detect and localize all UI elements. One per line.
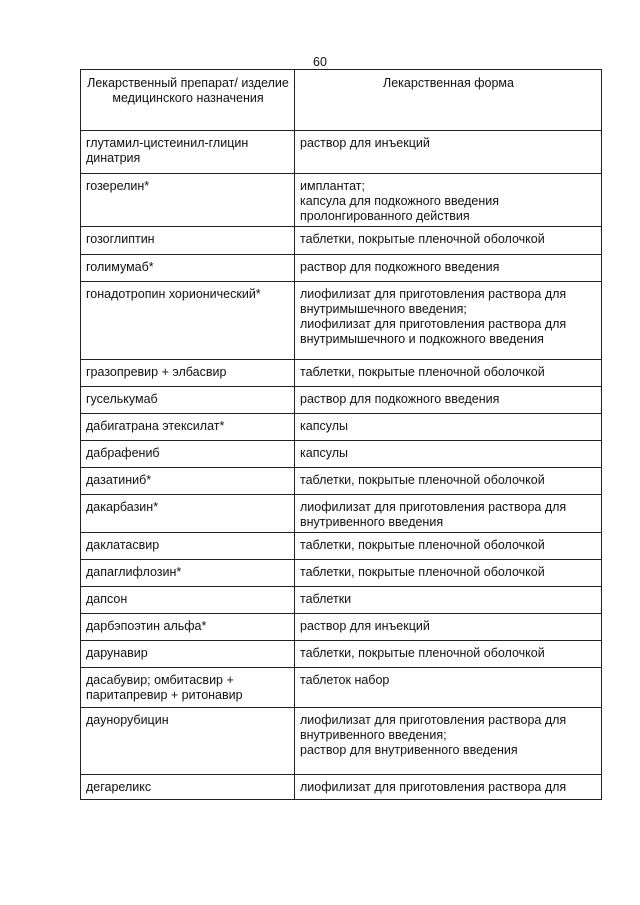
dosage-form-line: капсулы [300,419,348,433]
dosage-form-line: таблетки, покрытые пленочной оболочкой [300,365,545,379]
drug-name-cell: дарбэпоэтин альфа* [81,614,295,641]
dosage-form-cell [295,560,602,587]
dosage-form-cell [295,255,602,282]
table-row [81,533,602,560]
dosage-form-cell [295,360,602,387]
dosage-form-line: капсулы [300,446,348,460]
dosage-form-line: раствор для инъекций [300,136,430,150]
dosage-form-cell [295,495,602,533]
table-row [81,387,602,414]
table-row [81,441,602,468]
dosage-form-line: капсула для подкожного введения пролонгированного действия [300,194,500,223]
drug-name-cell: даклатасвир [81,533,295,560]
table-row [81,282,602,360]
dosage-form-line: раствор для подкожного введения [300,260,500,274]
drug-name-cell: гозерелин* [81,174,295,227]
header-form-column: Лекарственная форма [295,70,602,131]
table-row [81,414,602,441]
dosage-form-cell [295,131,602,174]
table-row [81,495,602,533]
drug-name-cell: дапаглифлозин* [81,560,295,587]
table-row [81,641,602,668]
header-drug-column: Лекарственный препарат/ изделие медицинского назначения [81,70,295,131]
drug-name-cell: голимумаб* [81,255,295,282]
drug-name-cell: глутамил-цистеинил-глицин динатрия [81,131,295,174]
dosage-form-line: таблетки, покрытые пленочной оболочкой [300,646,545,660]
dosage-form-line: раствор для подкожного введения [300,392,500,406]
table-row [81,668,602,708]
dosage-form-cell [295,641,602,668]
drug-name-cell: дабрафениб [81,441,295,468]
dosage-form-cell [295,668,602,708]
dosage-form-cell [295,468,602,495]
dosage-form-cell [295,282,602,360]
dosage-form-cell [295,441,602,468]
drug-name-cell: дегареликс [81,775,295,800]
dosage-form-line: таблетки, покрытые пленочной оболочкой [300,232,545,246]
dosage-form-cell [295,227,602,255]
drug-name-cell: дарунавир [81,641,295,668]
dosage-form-line: лиофилизат для приготовления раствора для внутримышечного введения; [300,287,567,316]
page-number: 60 [313,55,327,69]
drug-name-cell: даунорубицин [81,708,295,775]
dosage-form-line: лиофилизат для приготовления раствора для внутривенного введения; [300,713,567,742]
table-row [81,468,602,495]
dosage-form-line: лиофилизат для приготовления раствора для [300,780,567,794]
table-row [81,360,602,387]
table-row [81,708,602,775]
dosage-form-line: таблетки, покрытые пленочной оболочкой [300,473,545,487]
dosage-form-line: раствор для внутривенного введения [300,743,518,757]
dosage-form-line: раствор для инъекций [300,619,430,633]
dosage-form-line: таблетки, покрытые пленочной оболочкой [300,565,545,579]
drug-name-cell: дапсон [81,587,295,614]
table-row [81,131,602,174]
drug-name-cell: дакарбазин* [81,495,295,533]
dosage-form-cell [295,708,602,775]
dosage-form-line: лиофилизат для приготовления раствора для внутривенного введения [300,500,567,529]
dosage-form-cell [295,414,602,441]
dosage-form-line: таблетки [300,592,352,606]
dosage-form-cell [295,387,602,414]
dosage-form-cell [295,174,602,227]
dosage-form-line: таблетки, покрытые пленочной оболочкой [300,538,545,552]
dosage-form-cell [295,587,602,614]
table-row [81,174,602,227]
dosage-form-line: имплантат; [300,179,365,193]
table-row [81,614,602,641]
drug-name-cell: дазатиниб* [81,468,295,495]
dosage-form-cell [295,614,602,641]
drug-name-cell: дасабувир; омбитасвир + паритапревир + ритонавир [81,668,295,708]
table-header-row [81,70,602,131]
table-body [81,131,602,800]
drug-name-cell: дабигатрана этексилат* [81,414,295,441]
table-row [81,775,602,800]
drug-table [80,69,602,800]
table-row [81,255,602,282]
dosage-form-line: лиофилизат для приготовления раствора для внутримышечного и подкожного введения [300,317,567,346]
table-row [81,587,602,614]
drug-name-cell: гразопревир + элбасвир [81,360,295,387]
table-row [81,560,602,587]
table-row [81,227,602,255]
drug-name-cell: гонадотропин хорионический* [81,282,295,360]
dosage-form-cell [295,533,602,560]
drug-name-cell: гуселькумаб [81,387,295,414]
dosage-form-cell [295,775,602,800]
dosage-form-line: таблеток набор [300,673,390,687]
drug-name-cell: гозоглиптин [81,227,295,255]
